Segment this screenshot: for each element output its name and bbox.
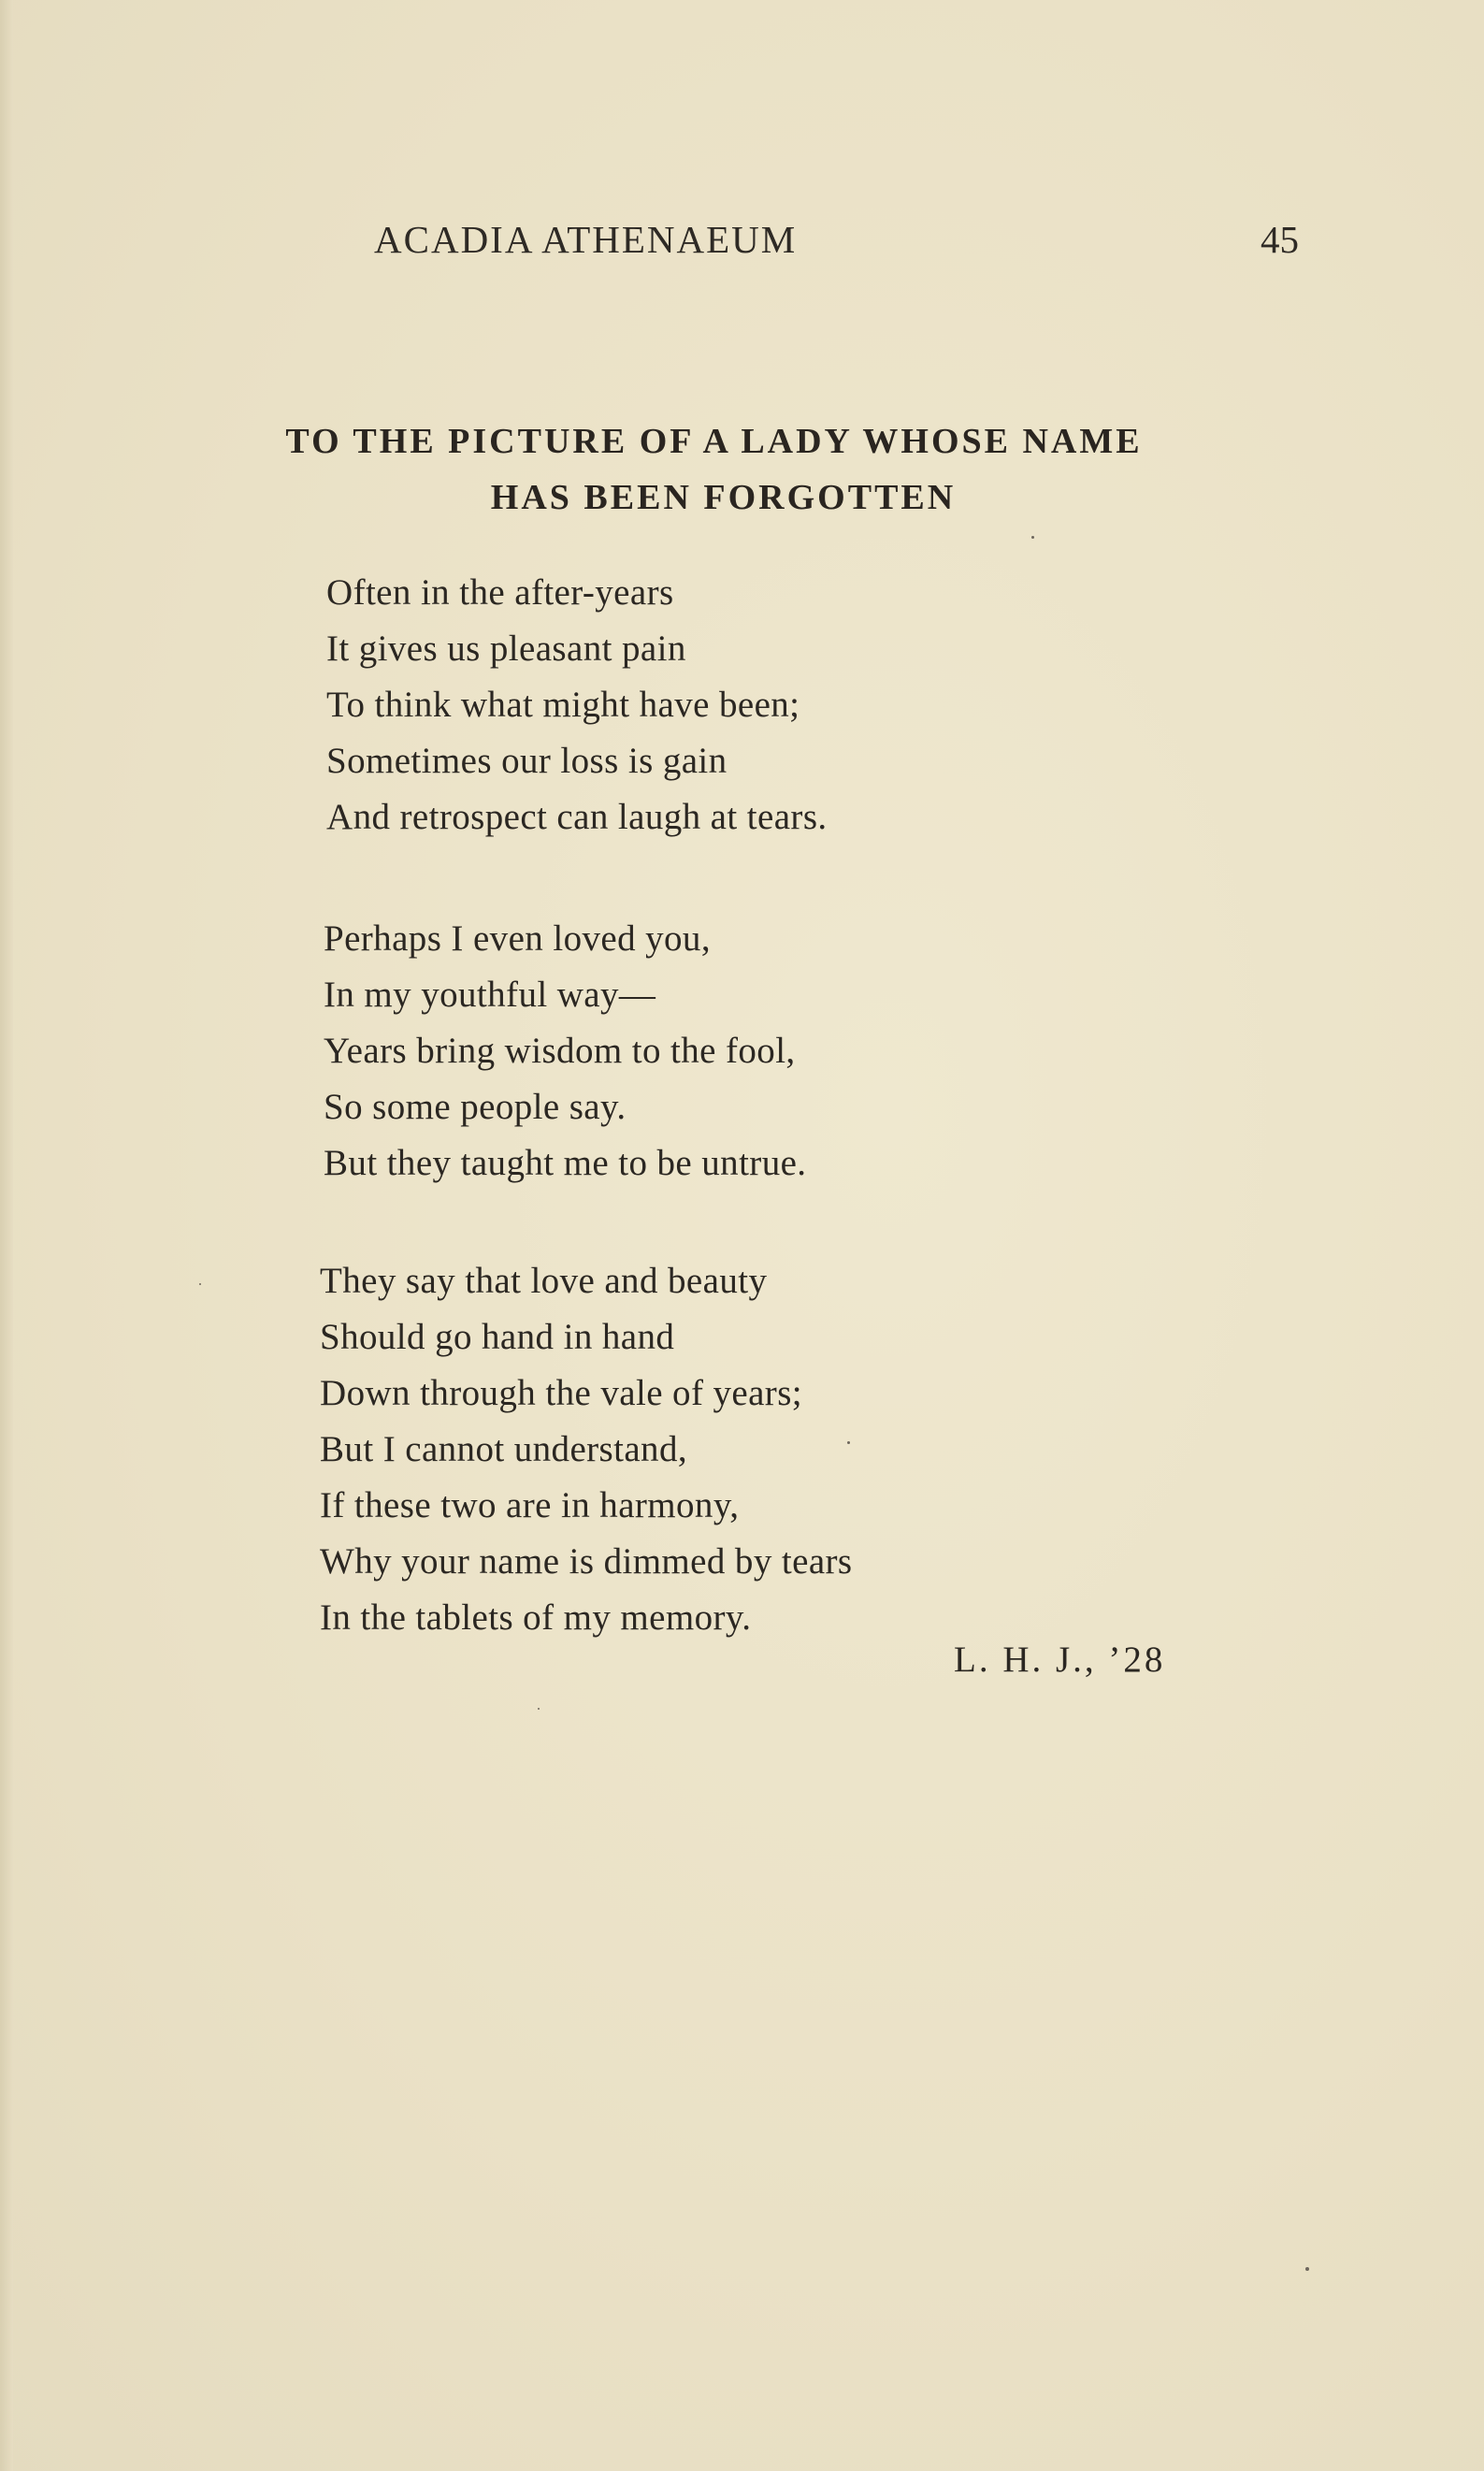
- stanza-2: [324, 911, 806, 1192]
- stanza-3: [320, 1253, 853, 1646]
- poem-line: Down through the vale of years;: [320, 1373, 803, 1413]
- poem-title-line: TO THE PICTURE OF A LADY WHOSE NAME: [285, 422, 1143, 461]
- poem-line: It gives us pleasant pain: [326, 629, 686, 669]
- page-edge: [0, 0, 13, 2471]
- poem-line: And retrospect can laugh at tears.: [326, 797, 828, 837]
- paper-speck: [199, 1283, 201, 1285]
- paper-speck: [1031, 536, 1034, 539]
- poem-line: Often in the after-years: [326, 572, 674, 613]
- poem-title-line: HAS BEEN FORGOTTEN: [490, 478, 957, 517]
- page-number: 45: [1261, 218, 1299, 261]
- paper-speck: [847, 1441, 850, 1444]
- poem-line: Perhaps I even loved you,: [324, 918, 711, 959]
- poem-line: But I cannot understand,: [320, 1429, 688, 1469]
- poem-line: Why your name is dimmed by tears: [320, 1541, 853, 1582]
- paper-speck: [538, 1708, 540, 1710]
- journal-title: ACADIA ATHENAEUM: [374, 218, 798, 261]
- poem-line: In my youthful way—: [324, 975, 656, 1015]
- poem-line: In the tablets of my memory.: [320, 1597, 752, 1638]
- poem-line: They say that love and beauty: [320, 1261, 768, 1301]
- poem-line: So some people say.: [324, 1087, 627, 1127]
- poem-line: To think what might have been;: [326, 685, 800, 725]
- signature: L. H. J., ’28: [954, 1640, 1166, 1680]
- stanza-1: [326, 565, 828, 845]
- poem-line: Sometimes our loss is gain: [326, 741, 728, 781]
- poem-line: Should go hand in hand: [320, 1317, 675, 1357]
- poem-title: [0, 413, 1484, 526]
- running-head: [0, 217, 1484, 273]
- poem-line: If these two are in harmony,: [320, 1485, 740, 1525]
- poem-line: But they taught me to be untrue.: [324, 1143, 807, 1183]
- poem-line: Years bring wisdom to the fool,: [324, 1031, 796, 1071]
- paper-speck: [1305, 2267, 1309, 2271]
